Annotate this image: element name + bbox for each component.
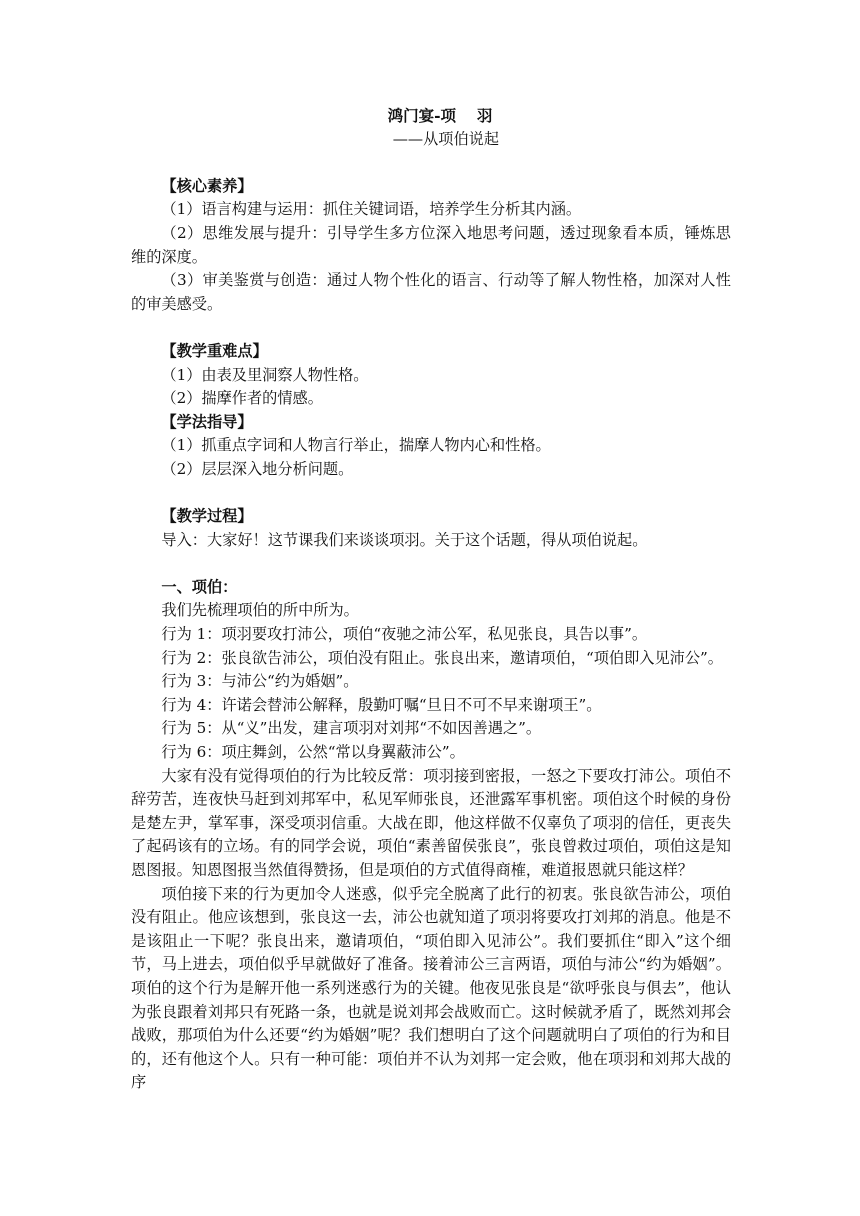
key-heading: 【教学重难点】 [161,341,268,360]
action-5: 行为 5：从“义”出发，建言项羽对刘邦“不如因善遇之”。 [161,719,542,738]
part1-lead: 我们先梳理项伯的所中所为。 [161,601,359,620]
spacer [131,316,731,340]
action-3: 行为 3：与沛公“约为婚姻”。 [161,672,359,691]
document-body [131,104,731,1095]
key-item-2: （2）揣摩作者的情感。 [161,389,323,408]
doc-title: 鸿门宴-项 羽 [387,106,493,125]
core-item-3: （3）审美鉴赏与创造：通过人物个性化的语言、行动等了解人物性格，加深对人性的审美感受。 [131,271,731,313]
method-item-1: （1）抓重点字词和人物言行举止，揣摩人物内心和性格。 [161,436,551,455]
core-item-1: （1）语言构建与运用：抓住关键词语，培养学生分析其内涵。 [161,200,582,219]
spacer [131,151,731,175]
core-item-2: （2）思维发展与提升：引导学生多方位深入地思考问题，透过现象看本质，锤炼思维的深度。 [131,223,731,266]
method-heading: 【学法指导】 [161,412,253,431]
body-paragraph-2: 项伯接下来的行为更加令人迷惑，似乎完全脱离了此行的初衷。张良欲告沛公，项伯没有阻止。他应该想到，张良这一去，沛公也就知道了项羽将要攻打刘邦的消息。他是不是该阻止一下呢？张良出来，邀请项伯，“项伯即入见沛公”。我们要抓住“即入”这个细节，马上进去，项伯似乎早就做好了准备。接着沛公三言两语，项伯与沛公“约为婚姻”。项伯的这个行为是解开他一系列迷惑行为的关键。他夜见张良是“欲呼张良与俱去”，他认为张良跟着刘邦只有死路一条，也就是说刘邦会战败而亡。这时候就矛盾了，既然刘邦会战败，那项伯为什么还要“约为婚姻”呢？我们想明白了这个问题就明白了项伯的行为和目的，还有他这个人。只有一种可能：项伯并不认为刘邦一定会败，他在项羽和刘邦大战的序 [131,884,731,1092]
core-heading: 【核心素养】 [161,176,253,195]
process-heading: 【教学过程】 [161,507,253,526]
part1-heading: 一、项伯： [161,577,238,596]
action-6: 行为 6：项庄舞剑，公然“常以身翼蔽沛公”。 [161,743,465,762]
key-item-1: （1）由表及里洞察人物性格。 [161,365,369,384]
spacer [131,482,731,506]
action-1: 行为 1：项羽要攻打沛公，项伯“夜驰之沛公军，私见张良，具告以事”。 [161,625,648,644]
action-4: 行为 4：许诺会替沛公解释，殷勤叮嘱“旦日不可不早来谢项王”。 [161,695,602,714]
body-paragraph-1: 大家有没有觉得项伯的行为比较反常：项羽接到密报，一怒之下要攻打沛公。项伯不辞劳苦，连夜快马赶到刘邦军中，私见军师张良，还泄露军事机密。项伯这个时候的身份是楚左尹，掌军事，深受项羽信重。大战在即，他这样做不仅辜负了项羽的信任，更丧失了起码该有的立场。有的同学会说，项伯“素善留侯张良”，张良曾救过项伯，项伯这是知恩图报。知恩图报当然值得赞扬，但是项伯的方式值得商榷，难道报恩就只能这样？ [131,766,731,879]
action-2: 行为 2：张良欲告沛公，项伯没有阻止。张良出来，邀请项伯，“项伯即入见沛公”。 [161,648,723,667]
process-intro: 导入：大家好！这节课我们来谈谈项羽。关于这个话题，得从项伯说起。 [161,530,648,549]
spacer [131,552,731,576]
doc-subtitle: ——从项伯说起 [392,129,499,148]
method-item-2: （2）层层深入地分析问题。 [161,459,354,478]
